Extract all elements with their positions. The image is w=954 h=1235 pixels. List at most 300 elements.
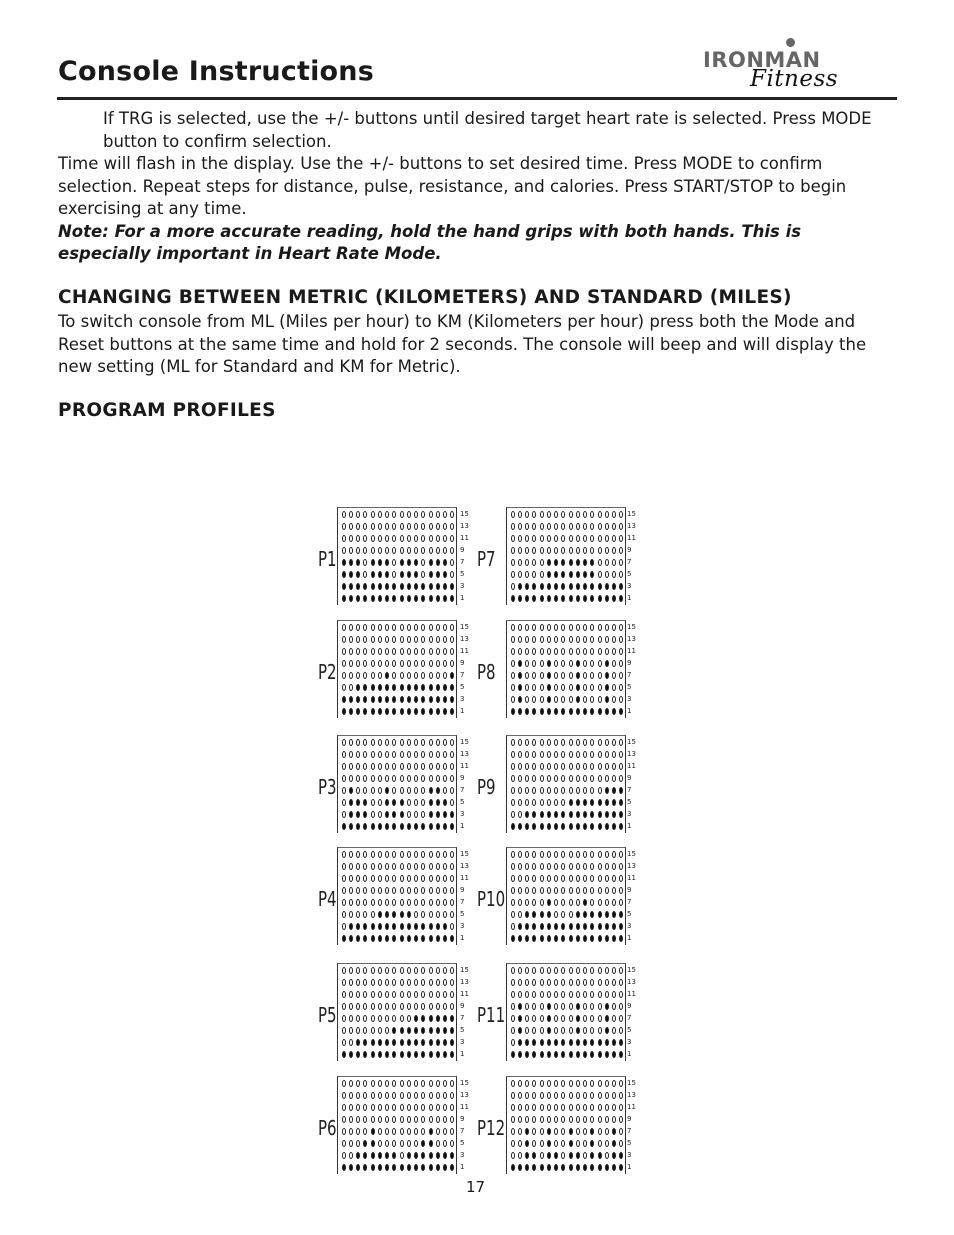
profile-dot [436, 739, 440, 746]
profile-dot [400, 1039, 404, 1046]
profile-dot [443, 799, 447, 806]
profile-dot [590, 887, 594, 894]
profile-dot [511, 991, 515, 998]
profile-dot [598, 1092, 602, 1099]
profile-dot [429, 1164, 433, 1171]
profile-dot [363, 511, 367, 518]
profile-dot [590, 547, 594, 554]
profile-dot [583, 863, 587, 870]
profile-dot [356, 1027, 360, 1034]
profile-dot [598, 559, 602, 566]
profile-dot [561, 660, 565, 667]
profile-dot [429, 708, 433, 715]
profile-dot [590, 696, 594, 703]
profile-dot [436, 595, 440, 602]
profile-dot [385, 1116, 389, 1123]
profile-dot [378, 1080, 382, 1087]
profile-dot [414, 624, 418, 631]
profile-dot [569, 1039, 573, 1046]
profile-dot [554, 823, 558, 830]
level-label: 11 [460, 1103, 469, 1111]
profile-dot [518, 624, 522, 631]
profile-dot [407, 775, 411, 782]
profile-dot [443, 751, 447, 758]
profile-dot [561, 571, 565, 578]
profile-dot [605, 672, 609, 679]
level-label: 11 [460, 647, 469, 655]
profile-dot [619, 991, 623, 998]
profile-dot [554, 684, 558, 691]
profile-dot [400, 923, 404, 930]
profile-dot [407, 763, 411, 770]
profile-dot [429, 787, 433, 794]
profile-dot [450, 1080, 454, 1087]
profile-dot [342, 1092, 346, 1099]
profile-dot [450, 672, 454, 679]
level-label: 5 [460, 910, 465, 918]
profile-dot [414, 763, 418, 770]
profile-dot [378, 571, 382, 578]
profile-dot [421, 863, 425, 870]
profile-dot [590, 739, 594, 746]
profile-dot [561, 583, 565, 590]
profile-dot [590, 511, 594, 518]
profile-dot [436, 1092, 440, 1099]
level-label: 15 [627, 510, 636, 518]
profile-dot [349, 1128, 353, 1135]
profile-dot [532, 595, 536, 602]
profile-dot [532, 535, 536, 542]
profile-dot [532, 523, 536, 530]
profile-grid [337, 1076, 457, 1174]
profile-dot [421, 1152, 425, 1159]
profile-dot [414, 1051, 418, 1058]
profile-dot [554, 911, 558, 918]
profile-dot [378, 559, 382, 566]
profile-dot [612, 1003, 616, 1010]
profile-dot [342, 775, 346, 782]
level-label: 7 [627, 786, 632, 794]
profile-dot [518, 875, 522, 882]
profile-dot [518, 547, 522, 554]
profile-dot [363, 887, 367, 894]
profile-dot [511, 684, 515, 691]
profile-dot [554, 775, 558, 782]
level-label: 5 [627, 1139, 632, 1147]
profile-dot [356, 1152, 360, 1159]
profile-dot [583, 751, 587, 758]
profile-dot [356, 1015, 360, 1022]
level-label: 13 [627, 862, 636, 870]
profile-dot [392, 583, 396, 590]
profile-dot [540, 511, 544, 518]
profile-dot [363, 636, 367, 643]
profile-dot [554, 899, 558, 906]
profile-dot [342, 899, 346, 906]
profile-dot [400, 991, 404, 998]
profile-dot [371, 875, 375, 882]
profile-dot [436, 1128, 440, 1135]
profile-dot [356, 967, 360, 974]
profile-dot [554, 851, 558, 858]
profile-dot [349, 799, 353, 806]
profile-dot [356, 899, 360, 906]
profiles-heading: PROGRAM PROFILES [58, 400, 276, 421]
profile-dot [392, 863, 396, 870]
profile-dot [363, 935, 367, 942]
profile-dot [443, 979, 447, 986]
profile-dot [436, 1039, 440, 1046]
profile-dot [414, 547, 418, 554]
profile-label: P2 [318, 660, 337, 684]
profile-dot [547, 979, 551, 986]
profile-dot [414, 875, 418, 882]
profile-dot [561, 1116, 565, 1123]
profile-dot [450, 1116, 454, 1123]
profile-dot [349, 911, 353, 918]
profile-dot [619, 979, 623, 986]
level-label: 3 [460, 1038, 465, 1046]
profile-dot [363, 751, 367, 758]
profile-dot [349, 923, 353, 930]
profile-dot [540, 523, 544, 530]
profile-dot [540, 751, 544, 758]
profile-dot [612, 775, 616, 782]
profile-dot [547, 787, 551, 794]
profile-dot [378, 1039, 382, 1046]
profile-dot [349, 636, 353, 643]
profile-dot [561, 1003, 565, 1010]
profile-dot [378, 775, 382, 782]
profile-dot [605, 1140, 609, 1147]
profile-dot [561, 1164, 565, 1171]
profile-dot [443, 911, 447, 918]
profile-dot [363, 851, 367, 858]
profile-dot [378, 991, 382, 998]
profile-dot [349, 1140, 353, 1147]
profile-dot [407, 811, 411, 818]
profile-dot [407, 899, 411, 906]
profile-dot [342, 863, 346, 870]
level-label: 3 [627, 582, 632, 590]
profile-dot [511, 672, 515, 679]
profile-dot [342, 887, 346, 894]
profile-dot [583, 1092, 587, 1099]
profile-dot [525, 595, 529, 602]
profile-dot [590, 823, 594, 830]
profile-dot [561, 648, 565, 655]
profile-dot [429, 739, 433, 746]
profile-dot [429, 979, 433, 986]
profile-dot [605, 851, 609, 858]
profile-dot [511, 1027, 515, 1034]
profile-dot [421, 935, 425, 942]
level-label: 13 [460, 750, 469, 758]
profile-dot [540, 887, 544, 894]
profile-dot [436, 763, 440, 770]
profile-dot [342, 991, 346, 998]
profile-dot [532, 1104, 536, 1111]
profile-dot [547, 672, 551, 679]
profile-dot [583, 672, 587, 679]
profile-dot [576, 1051, 580, 1058]
profile-dot [605, 708, 609, 715]
profile-dot [590, 1128, 594, 1135]
profile-dot [356, 684, 360, 691]
profile-dot [392, 935, 396, 942]
profile-dot [450, 1164, 454, 1171]
profile-dot [400, 696, 404, 703]
profile-dot [342, 763, 346, 770]
profile-dot [583, 535, 587, 542]
profile-dot [436, 1164, 440, 1171]
profile-dot [576, 535, 580, 542]
profile-dot [547, 1027, 551, 1034]
profile-dot [612, 739, 616, 746]
profile-dot [414, 708, 418, 715]
profile-dot [436, 811, 440, 818]
profile-dot [525, 559, 529, 566]
profile-label: P10 [477, 887, 506, 911]
profile-dot [561, 595, 565, 602]
page-number: 17 [466, 1178, 486, 1196]
profile-dot [363, 811, 367, 818]
profile-dot [576, 672, 580, 679]
profile-dot [561, 967, 565, 974]
profile-dot [619, 648, 623, 655]
profile-dot [407, 979, 411, 986]
level-label: 5 [627, 1026, 632, 1034]
profile-dot [605, 1128, 609, 1135]
profile-dot [349, 1116, 353, 1123]
profile-dot [443, 923, 447, 930]
profile-dot [583, 887, 587, 894]
profile-dot [576, 991, 580, 998]
level-label: 7 [627, 1014, 632, 1022]
profile-dot [605, 1003, 609, 1010]
profile-dot [385, 1164, 389, 1171]
profile-dot [511, 1140, 515, 1147]
profile-dot [583, 583, 587, 590]
profile-dot [407, 571, 411, 578]
profile-dot [511, 739, 515, 746]
profile-dot [429, 636, 433, 643]
profile-dot [612, 511, 616, 518]
profile-dot [518, 1015, 522, 1022]
profile-dot [450, 511, 454, 518]
level-label: 9 [627, 1002, 632, 1010]
profile-dot [342, 851, 346, 858]
profile-dot [598, 1051, 602, 1058]
profile-dot [569, 739, 573, 746]
profile-dot [371, 823, 375, 830]
profile-dot [378, 624, 382, 631]
profile-dot [414, 583, 418, 590]
profile-dot [547, 624, 551, 631]
level-label: 9 [627, 1115, 632, 1123]
profile-dot [436, 799, 440, 806]
profile-dot [421, 511, 425, 518]
profile-dot [569, 511, 573, 518]
profile-dot [576, 624, 580, 631]
profile-dot [554, 648, 558, 655]
ironman-fitness-logo [700, 36, 860, 96]
profile-dot [429, 624, 433, 631]
profile-dot [598, 751, 602, 758]
profile-dot [590, 1003, 594, 1010]
profile-dot [407, 1164, 411, 1171]
profile-dot [612, 899, 616, 906]
profile-dot [407, 739, 411, 746]
profile-dot [569, 923, 573, 930]
level-label: 15 [460, 738, 469, 746]
profile-dot [349, 1003, 353, 1010]
profile-dot [525, 523, 529, 530]
profile-dot [583, 1116, 587, 1123]
profile-dot [612, 863, 616, 870]
profile-dot [605, 1015, 609, 1022]
profile-dot [443, 1027, 447, 1034]
profile-dot [421, 1164, 425, 1171]
profile-dot [356, 1003, 360, 1010]
profile-dot [569, 979, 573, 986]
profile-dot [349, 935, 353, 942]
profile-dot [429, 851, 433, 858]
profile-dot [385, 535, 389, 542]
profile-dot [532, 979, 536, 986]
profile-dot [414, 571, 418, 578]
profile-dot [429, 935, 433, 942]
profile-dot [518, 823, 522, 830]
profile-dot [436, 636, 440, 643]
profile-dot [547, 751, 551, 758]
profile-dot [540, 660, 544, 667]
profile-dot [554, 1015, 558, 1022]
profile-dot [518, 851, 522, 858]
profile-dot [342, 547, 346, 554]
profile-dot [363, 684, 367, 691]
profile-dot [554, 875, 558, 882]
profile-dot [612, 787, 616, 794]
profile-dot [590, 1116, 594, 1123]
profile-dot [378, 511, 382, 518]
profile-dot [385, 636, 389, 643]
profile-dot [429, 523, 433, 530]
profile-dot [540, 696, 544, 703]
profile-dot [547, 863, 551, 870]
profile-dot [450, 624, 454, 631]
profile-dot [363, 799, 367, 806]
profile-dot [569, 863, 573, 870]
profile-dot [443, 1128, 447, 1135]
profile-dot [532, 991, 536, 998]
profile-dot [378, 1104, 382, 1111]
level-label: 5 [627, 683, 632, 691]
profile-dot [429, 571, 433, 578]
profile-dot [518, 1092, 522, 1099]
profile-grid [337, 620, 457, 718]
profile-dot [342, 823, 346, 830]
profile-dot [605, 559, 609, 566]
profile-dot [342, 739, 346, 746]
level-label: 3 [627, 810, 632, 818]
profile-dot [569, 911, 573, 918]
profile-dot [605, 1092, 609, 1099]
profile-dot [569, 648, 573, 655]
profile-dot [363, 1080, 367, 1087]
profile-dot [598, 923, 602, 930]
profile-dot [525, 1003, 529, 1010]
profile-dot [371, 1116, 375, 1123]
profile-dot [414, 1080, 418, 1087]
profile-dot [518, 1140, 522, 1147]
profile-dot [612, 583, 616, 590]
profile-dot [605, 787, 609, 794]
profile-dot [518, 1104, 522, 1111]
profile-dot [443, 648, 447, 655]
profile-dot [561, 751, 565, 758]
profile-dot [392, 1140, 396, 1147]
profile-dot [385, 979, 389, 986]
profile-dot [511, 511, 515, 518]
profile-dot [436, 775, 440, 782]
profile-dot [450, 1104, 454, 1111]
level-label: 11 [460, 874, 469, 882]
profile-dot [392, 923, 396, 930]
profile-dot [349, 967, 353, 974]
profile-dot [385, 1003, 389, 1010]
level-label: 11 [460, 534, 469, 542]
profile-dot [443, 887, 447, 894]
profile-dot [371, 1003, 375, 1010]
profile-dot [349, 1164, 353, 1171]
profile-dot [583, 1027, 587, 1034]
profile-dot [598, 1152, 602, 1159]
profile-dot [429, 811, 433, 818]
profile-dot [547, 967, 551, 974]
profile-dot [392, 799, 396, 806]
profile-dot [443, 1164, 447, 1171]
profile-dot [356, 851, 360, 858]
profile-dot [569, 751, 573, 758]
profile-dot [525, 751, 529, 758]
profile-dot [619, 1152, 623, 1159]
profile-dot [554, 1152, 558, 1159]
profile-dot [421, 672, 425, 679]
profile-dot [400, 1116, 404, 1123]
profile-dot [371, 787, 375, 794]
profile-dot [619, 799, 623, 806]
profile-dot [385, 624, 389, 631]
profile-dot [450, 799, 454, 806]
profile-dot [511, 696, 515, 703]
profile-dot [554, 624, 558, 631]
profile-grid [506, 507, 626, 605]
profile-dot [356, 511, 360, 518]
profile-dot [436, 535, 440, 542]
profile-dot [385, 811, 389, 818]
profile-dot [554, 535, 558, 542]
profile-dot [598, 823, 602, 830]
profile-dot [540, 1104, 544, 1111]
profile-dot [356, 1140, 360, 1147]
profile-dot [378, 887, 382, 894]
profile-dot [407, 636, 411, 643]
profile-dot [511, 708, 515, 715]
profile-dot [605, 799, 609, 806]
intro-text [58, 108, 898, 266]
profile-dot [540, 535, 544, 542]
